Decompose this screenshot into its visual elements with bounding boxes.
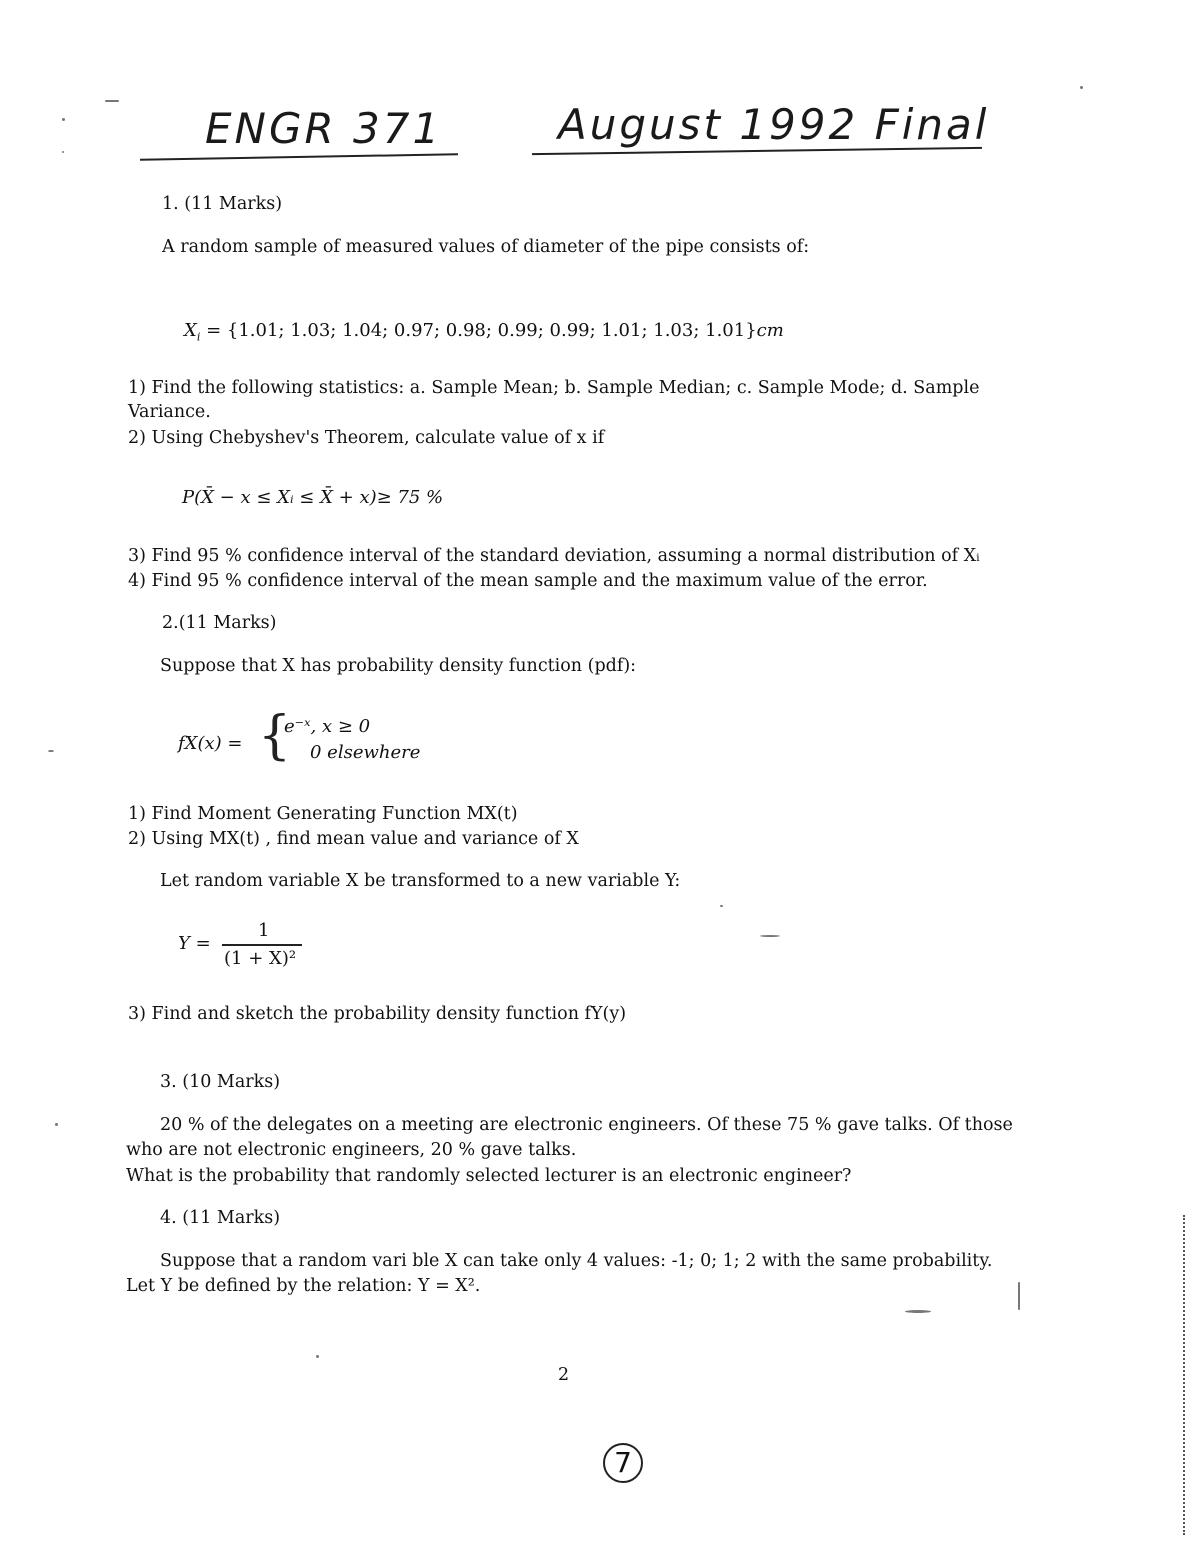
- scan-speck: [48, 750, 54, 752]
- q1-part2: 2) Using Chebyshev's Theorem, calculate value of x if: [128, 428, 605, 448]
- scan-speck: [720, 905, 723, 907]
- q2-heading: 2.(11 Marks): [162, 613, 277, 633]
- q1-heading: 1. (11 Marks): [162, 194, 283, 214]
- q1-data-set: [184, 320, 784, 344]
- q2-y-fraction-bar: [222, 944, 302, 946]
- q3-line2: who are not electronic engineers, 20 % gave talks.: [126, 1140, 577, 1160]
- q2-pdf-case1: e⁻ˣ, x ≥ 0: [284, 716, 371, 737]
- q1-part4: 4) Find 95 % confidence interval of the mean sample and the maximum value of the error.: [128, 571, 928, 591]
- q2-intro: Suppose that X has probability density function (pdf):: [160, 656, 637, 676]
- scan-speck: [316, 1355, 319, 1358]
- scan-edge-dots: [1183, 1215, 1185, 1535]
- scan-speck: [55, 1123, 58, 1126]
- scan-speck: [62, 118, 65, 121]
- course-underline: [140, 153, 458, 161]
- q1-chebyshev-equation: P(X̄ − x ≤ Xᵢ ≤ X̄ + x)≥ 75 %: [182, 487, 444, 508]
- q1-data-sub: i: [196, 330, 201, 344]
- q1-data-unit: cm: [756, 320, 784, 341]
- q2-pdf-lhs: fX(x) =: [178, 733, 243, 754]
- q1-part1-line2: Variance.: [128, 402, 211, 422]
- scan-speck: [1080, 86, 1083, 89]
- q3-heading: 3. (10 Marks): [160, 1072, 281, 1092]
- q1-data-values: = {1.01; 1.03; 1.04; 0.97; 0.98; 0.99; 0.99; 1.01; 1.03; 1.01}: [200, 320, 757, 341]
- q1-data-lhs: X: [184, 320, 197, 341]
- q2-y-numerator: 1: [258, 920, 270, 941]
- scan-speck: [62, 151, 64, 153]
- q2-y-denominator: (1 + X)²: [224, 948, 297, 969]
- page-number: 2: [558, 1365, 570, 1385]
- scan-speck: [1018, 1282, 1020, 1310]
- scan-speck: [105, 100, 119, 102]
- q2-transform-intro: Let random variable X be transformed to a new variable Y:: [160, 871, 681, 891]
- q1-part1-line1: 1) Find the following statistics: a. Sample Mean; b. Sample Median; c. Sample Mode; d. Sample: [128, 378, 980, 398]
- q3-line3: What is the probability that randomly selected lecturer is an electronic engineer?: [126, 1166, 852, 1186]
- q2-y-lhs: Y =: [178, 933, 211, 954]
- q2-part1: 1) Find Moment Generating Function MX(t): [128, 804, 518, 824]
- q4-line1: Suppose that a random vari ble X can take only 4 values: -1; 0; 1; 2 with the same probability.: [160, 1251, 993, 1271]
- q1-intro: A random sample of measured values of diameter of the pipe consists of:: [162, 237, 810, 257]
- q4-heading: 4. (11 Marks): [160, 1208, 281, 1228]
- q2-part2: 2) Using MX(t) , find mean value and variance of X: [128, 829, 579, 849]
- q2-part3: 3) Find and sketch the probability density function fY(y): [128, 1004, 627, 1024]
- q4-line2: Let Y be defined by the relation: Y = X².: [126, 1276, 481, 1296]
- scan-speck: [760, 935, 780, 937]
- q2-pdf-brace: {: [258, 706, 292, 766]
- scan-speck: [905, 1310, 931, 1313]
- q2-pdf-case2: 0 elsewhere: [310, 742, 421, 763]
- q1-part3: 3) Find 95 % confidence interval of the standard deviation, assuming a normal distribution of Xᵢ: [128, 546, 980, 566]
- exam-title: August 1992 Final: [558, 100, 990, 149]
- course-code: ENGR 371: [205, 104, 443, 153]
- circled-page-number: 7: [603, 1443, 643, 1483]
- q3-line1: 20 % of the delegates on a meeting are electronic engineers. Of these 75 % gave talks. Of those: [160, 1115, 1013, 1135]
